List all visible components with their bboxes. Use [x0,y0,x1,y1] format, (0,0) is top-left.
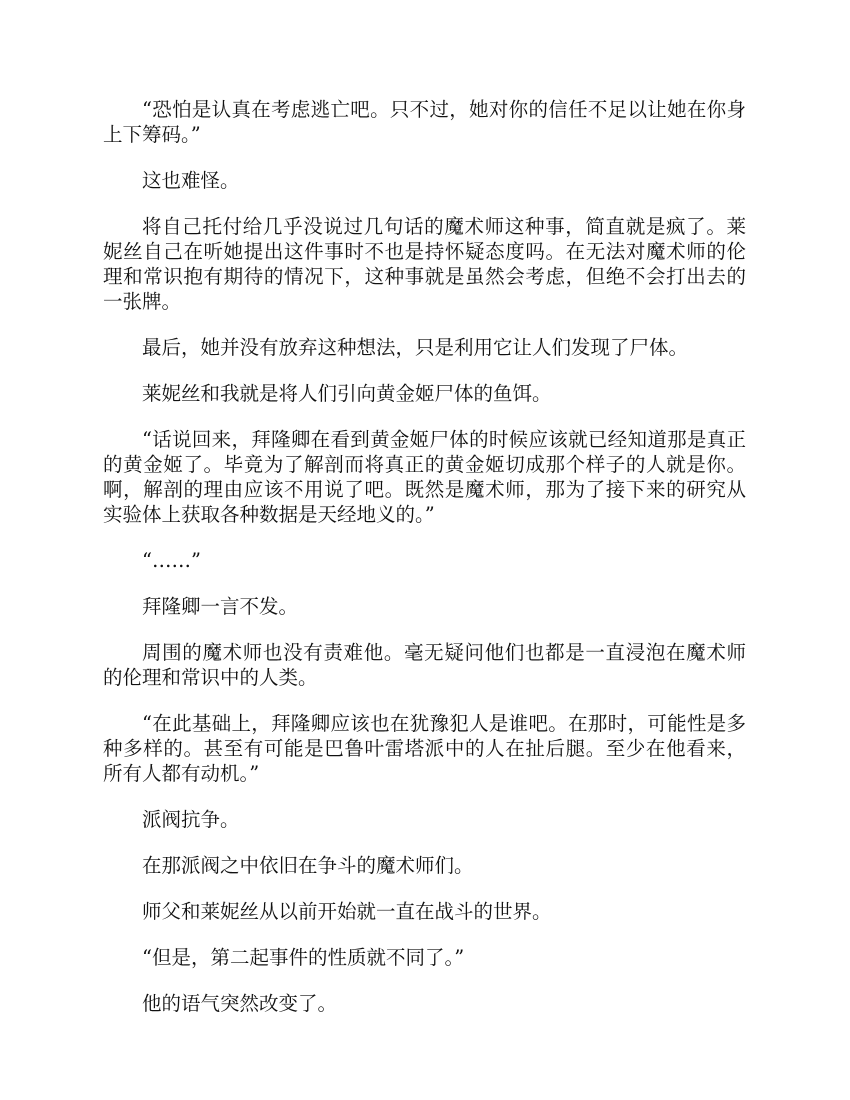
paragraph: 这也难怪。 [142,169,240,192]
paragraph: “……” [142,549,201,572]
paragraph: 派阀抗争。 [142,808,240,831]
paragraph: 莱妮丝和我就是将人们引向黄金姬尸体的鱼饵。 [142,382,552,405]
paragraph: 师父和莱妮丝从以前开始就一直在战斗的世界。 [142,900,552,923]
paragraph: 最后，她并没有放弃这种想法，只是利用它让人们发现了尸体。 [142,336,689,359]
paragraph: 拜隆卿一言不发。 [142,595,299,618]
paragraph: 周围的魔术师也没有责难他。毫无疑问他们也都是一直浸泡在魔术师的伦理和常识中的人类。 [103,641,746,689]
paragraph: “在此基础上，拜隆卿应该也在犹豫犯人是谁吧。在那时，可能性是多种多样的。甚至有可能是巴鲁叶雷塔派中的人在扯后腿。至少在他看来，所有人都有动机。” [103,712,746,785]
paragraph: “但是，第二起事件的性质就不同了。” [142,946,465,969]
paragraph: “话说回来，拜隆卿在看到黄金姬尸体的时候应该就已经知道那是真正的黄金姬了。毕竟为了解剖而将真正的黄金姬切成那个样子的人就是你。啊，解剖的理由应该不用说了吧。既然是魔术师，那为了接下来的研究从实验体上获取各种数据是天经地义的。” [103,428,746,526]
document-page [103,97,746,1037]
paragraph: 在那派阀之中依旧在争斗的魔术师们。 [142,854,474,877]
paragraph: “恐怕是认真在考虑逃亡吧。只不过，她对你的信任不足以让她在你身上下筹码。” [103,98,746,146]
paragraph: 他的语气突然改变了。 [142,992,338,1015]
paragraph: 将自己托付给几乎没说过几句话的魔术师这种事，简直就是疯了。莱妮丝自己在听她提出这件事时不也是持怀疑态度吗。在无法对魔术师的伦理和常识抱有期待的情况下，这种事就是虽然会考虑，但绝不会打出去的一张牌。 [103,215,746,313]
